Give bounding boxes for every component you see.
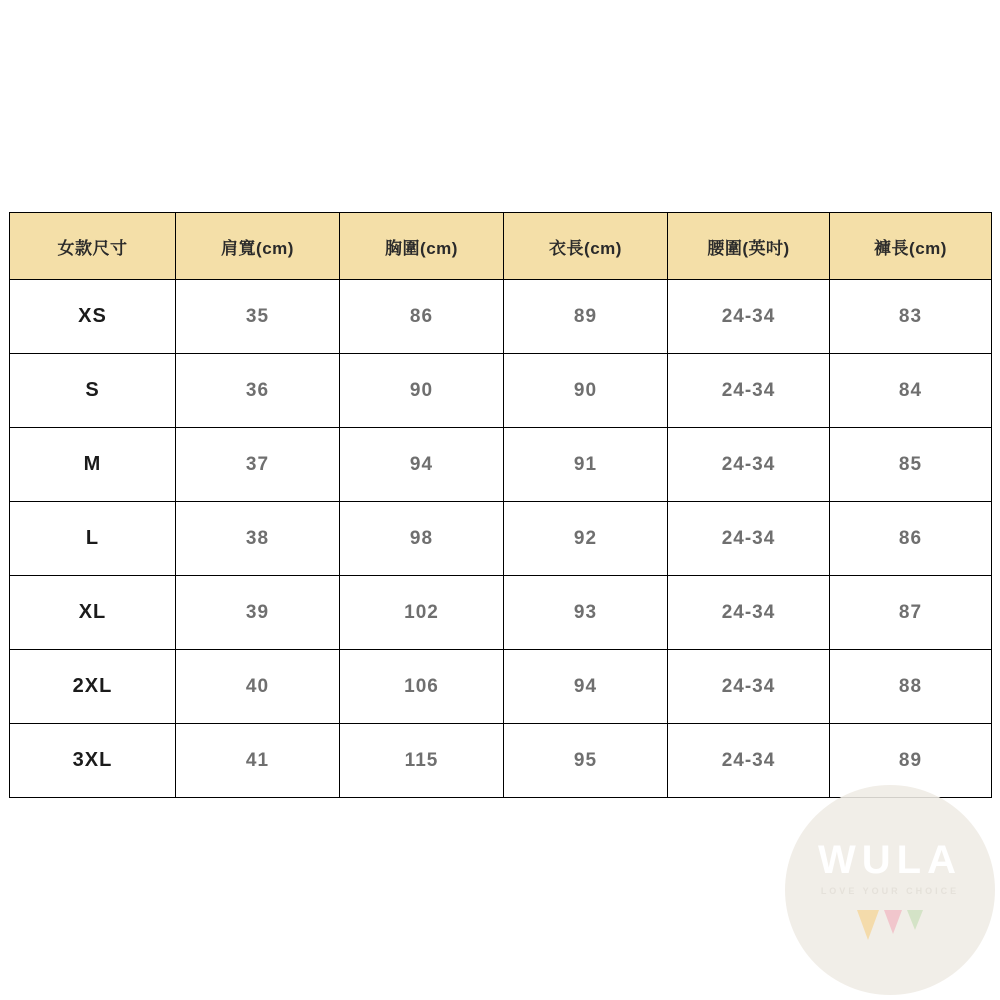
size-table-container xyxy=(9,212,991,798)
cell-waist: 24-34 xyxy=(668,354,830,428)
cell-shoulder: 37 xyxy=(176,428,340,502)
cell-waist: 24-34 xyxy=(668,650,830,724)
cell-length: 94 xyxy=(504,650,668,724)
cell-shoulder: 35 xyxy=(176,280,340,354)
cell-pants-length: 86 xyxy=(830,502,992,576)
cell-shoulder: 40 xyxy=(176,650,340,724)
table-row xyxy=(10,502,992,576)
cell-waist: 24-34 xyxy=(668,724,830,798)
cell-bust: 90 xyxy=(340,354,504,428)
size-table xyxy=(9,212,992,798)
cell-pants-length: 85 xyxy=(830,428,992,502)
triangle-green-icon xyxy=(907,910,923,930)
table-row xyxy=(10,354,992,428)
triangle-yellow-icon xyxy=(857,910,879,940)
cell-size: S xyxy=(10,354,176,428)
cell-pants-length: 89 xyxy=(830,724,992,798)
cell-shoulder: 38 xyxy=(176,502,340,576)
cell-length: 95 xyxy=(504,724,668,798)
cell-shoulder: 39 xyxy=(176,576,340,650)
cell-waist: 24-34 xyxy=(668,280,830,354)
brand-watermark xyxy=(785,785,995,995)
column-header-length: 衣長(cm) xyxy=(504,213,668,280)
cell-length: 91 xyxy=(504,428,668,502)
cell-size: XS xyxy=(10,280,176,354)
watermark-brand-name: WULA xyxy=(818,838,962,882)
cell-waist: 24-34 xyxy=(668,502,830,576)
cell-length: 92 xyxy=(504,502,668,576)
table-body xyxy=(10,280,992,798)
column-header-size: 女款尺寸 xyxy=(10,213,176,280)
table-row xyxy=(10,280,992,354)
cell-length: 89 xyxy=(504,280,668,354)
cell-shoulder: 36 xyxy=(176,354,340,428)
cell-shoulder: 41 xyxy=(176,724,340,798)
cell-length: 93 xyxy=(504,576,668,650)
cell-size: 3XL xyxy=(10,724,176,798)
table-header-row xyxy=(10,213,992,280)
cell-bust: 102 xyxy=(340,576,504,650)
cell-pants-length: 87 xyxy=(830,576,992,650)
cell-size: L xyxy=(10,502,176,576)
column-header-waist: 腰圍(英吋) xyxy=(668,213,830,280)
cell-bust: 86 xyxy=(340,280,504,354)
cell-bust: 94 xyxy=(340,428,504,502)
cell-waist: 24-34 xyxy=(668,428,830,502)
triangle-pink-icon xyxy=(884,910,902,934)
column-header-bust: 胸圍(cm) xyxy=(340,213,504,280)
watermark-tagline: LOVE YOUR CHOICE xyxy=(820,886,960,896)
cell-bust: 115 xyxy=(340,724,504,798)
cell-waist: 24-34 xyxy=(668,576,830,650)
cell-size: 2XL xyxy=(10,650,176,724)
column-header-shoulder: 肩寬(cm) xyxy=(176,213,340,280)
table-row xyxy=(10,650,992,724)
cell-bust: 106 xyxy=(340,650,504,724)
watermark-logo-shapes xyxy=(857,910,923,940)
table-row xyxy=(10,428,992,502)
cell-length: 90 xyxy=(504,354,668,428)
table-header xyxy=(10,213,992,280)
column-header-pants-length: 褲長(cm) xyxy=(830,213,992,280)
cell-bust: 98 xyxy=(340,502,504,576)
cell-pants-length: 84 xyxy=(830,354,992,428)
table-row xyxy=(10,576,992,650)
table-row xyxy=(10,724,992,798)
cell-size: M xyxy=(10,428,176,502)
cell-pants-length: 88 xyxy=(830,650,992,724)
cell-pants-length: 83 xyxy=(830,280,992,354)
cell-size: XL xyxy=(10,576,176,650)
